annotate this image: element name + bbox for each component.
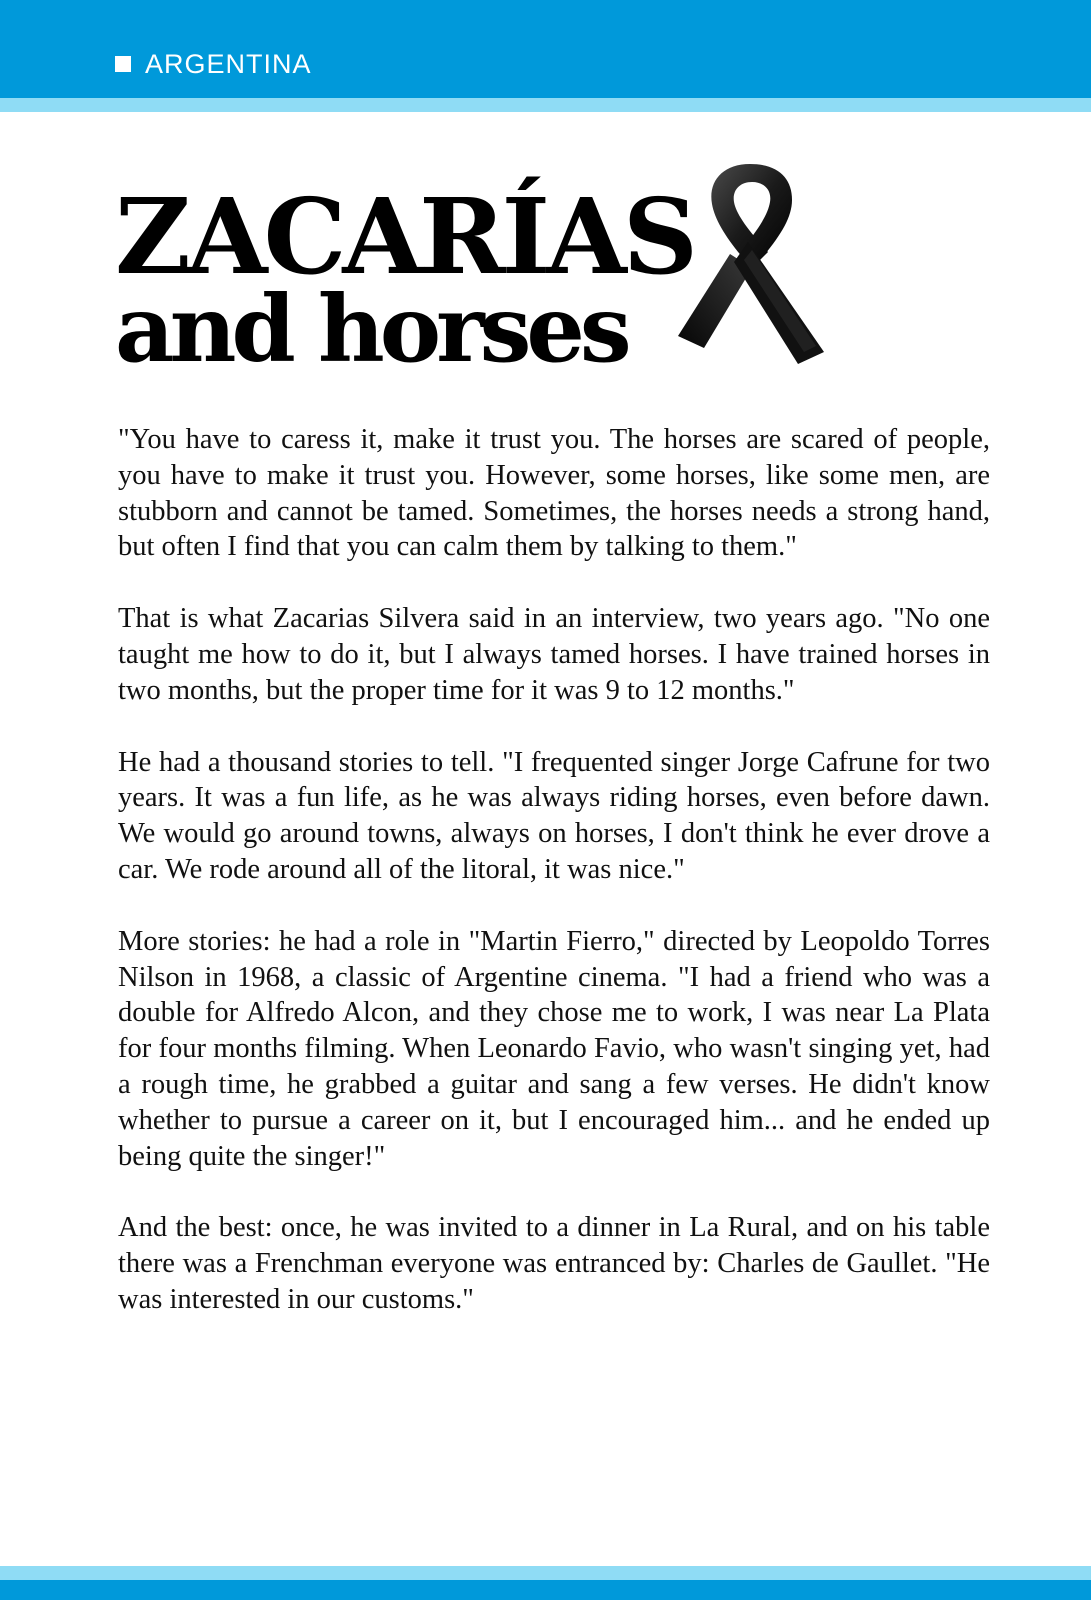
mourning-ribbon-icon xyxy=(678,160,824,370)
headline-line-2: and horses xyxy=(115,275,627,383)
headline xyxy=(115,175,694,383)
header-stripe xyxy=(0,98,1091,112)
article-body xyxy=(118,422,990,1354)
headline-line-1: ZACARÍAS xyxy=(115,175,694,298)
article-paragraph-1: "You have to caress it, make it trust you. The horses are scared of people, you have to make it trust you. However, some horses, like some men, are stubborn and cannot be tamed. Sometimes, the horses needs a strong hand, but often I find that you can calm them by talking to them." xyxy=(118,424,990,563)
article-paragraph-4: More stories: he had a role in "Martin Fierro," directed by Leopoldo Torres Nilson in 1968, a classic of Argentine cinema. "I had a friend who was a double for Alfredo Alcon, and they chose me to work, I was near La Plata for four months filming. When Leonardo Favio, who wasn't singing yet, had a rough time, he grabbed a guitar and sang a few verses. He didn't know whether to pursue a career on it, but I encouraged him... and he ended up being quite the singer!" xyxy=(118,925,990,1172)
footer-bar xyxy=(0,1580,1091,1600)
footer-stripe xyxy=(0,1566,1091,1580)
section-label xyxy=(115,44,312,84)
section-label-text: ARGENTINA xyxy=(145,48,312,79)
article-paragraph-2: That is what Zacarias Silvera said in an interview, two years ago. "No one taught me how to do it, but I always tamed horses. I have trained horses in two months, but the proper time for it was 9 to 12 months." xyxy=(118,603,990,706)
article-paragraph-3: He had a thousand stories to tell. "I frequented singer Jorge Cafrune for two years. It was a fun life, as he was always riding horses, even before dawn. We would go around towns, always on horses, I don't think he ever drove a car. We rode around all of the litoral, it was nice." xyxy=(118,746,990,885)
article-paragraph-5: And the best: once, he was invited to a dinner in La Rural, and on his table there was a Frenchman everyone was entranced by: Charles de Gaullet. "He was interested in our customs." xyxy=(118,1212,990,1315)
square-icon xyxy=(115,56,131,72)
